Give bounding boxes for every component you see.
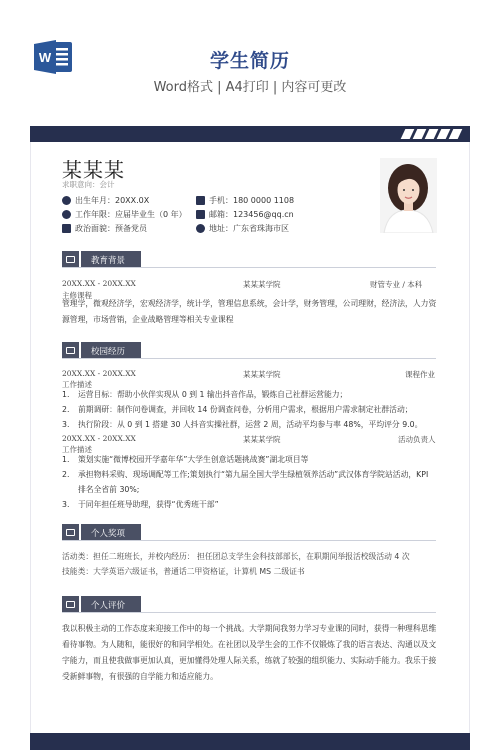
section-education-header <box>62 251 141 268</box>
job-intent: 求职意向：会计 <box>62 180 115 189</box>
info-address <box>196 223 289 234</box>
list-item: 2. 承担物料采购、现场调配等工作;策划执行“第九届全国大学生绿植领养活动”武汉体育学院站活动，KPI 排名全省前 30%; <box>62 470 429 494</box>
person-card-icon <box>62 596 79 613</box>
section-education-title: 教育背景 <box>81 251 141 268</box>
candidate-name: 某某某 <box>62 158 125 182</box>
portrait-image <box>380 158 437 233</box>
section-campus-header <box>62 342 141 359</box>
calendar-icon <box>62 196 71 205</box>
section-evaluation-header <box>62 596 141 613</box>
info-email-text: 邮箱：123456@qq.cn <box>209 210 294 219</box>
campus-entry-1-org: 某某某学院 <box>243 370 281 379</box>
id-card-icon <box>62 224 71 233</box>
person-icon <box>62 210 71 219</box>
education-courses-title: 主修课程 <box>62 291 92 300</box>
list-item: 3. 执行阶段：从 0 到 1 搭建 30 人抖音实操社群，运营 2 周，活动平均参与率 48%，平均评分 9.0。 <box>62 420 423 429</box>
section-awards-header <box>62 524 141 541</box>
campus-entry-1-desc-title: 工作描述 <box>62 380 92 389</box>
svg-text:W: W <box>38 50 52 65</box>
section-awards-title: 个人奖项 <box>81 524 141 541</box>
list-item: 1. 运营目标：帮助小伙伴实现从 0 到 1 输出抖音作品，锻炼自己社群运营能力； <box>62 390 348 399</box>
campus-entry-1-list <box>62 387 437 432</box>
section-divider <box>62 540 436 541</box>
info-birth <box>62 195 149 206</box>
section-divider <box>62 612 436 613</box>
evaluation-text: 我以积极主动的工作态度来迎接工作中的每一个挑战。大学期间我努力学习专业课的同时，获得一种理科思维看待事物。为人随和，能很好的和同学相处。在社团以及学生会的工作不仅锻炼了我的语言表达、沟通以及文字能力，而且使我做事更加认真，更加懂得处理人际关系，练就了较强的组织能力、实际动手能力。我乐于接受新鲜事物，有很强的自学能力和适应能力。 <box>62 624 437 681</box>
info-address-text: 地址：广东省珠海市区 <box>209 224 289 233</box>
promo-title: 学生简历 <box>209 50 290 72</box>
education-school: 某某某学院 <box>243 280 281 289</box>
awards-activities: 活动类：担任二班班长，并校内经历： 担任团总支学生会科技部部长，在职期间举报活校级活动 4 次 <box>62 552 410 561</box>
info-phone-text: 手机：180 0000 1108 <box>209 196 295 205</box>
campus-entry-2-period: 20XX.XX - 20XX.XX <box>62 434 136 443</box>
section-divider <box>62 267 436 268</box>
campus-entry-1-period: 20XX.XX - 20XX.XX <box>62 369 136 378</box>
resume-bottom-bar <box>30 733 470 750</box>
info-birth-text: 出生年月：20XX.0X <box>75 196 150 205</box>
info-politics-text: 政治面貌：预备党员 <box>75 224 147 233</box>
list-item: 1. 策划实施“微博校园开学嘉年华”大学生创意话题挑战赛”湖北项目等 <box>62 455 309 464</box>
list-item: 2. 前期调研：制作问卷调查，并回收 14 份调查问卷，分析用户需求，根据用户需求制定社群活动； <box>62 405 413 414</box>
list-item: 3. 于同年担任班导助理，获得“优秀班干部” <box>62 500 219 509</box>
info-phone <box>196 195 294 206</box>
trophy-icon <box>62 524 79 541</box>
section-campus-title: 校园经历 <box>81 342 141 359</box>
mail-icon <box>196 210 205 219</box>
awards-skills: 技能类：大学英语六级证书，普通话二甲资格证，计算机 MS 二级证书 <box>62 567 305 576</box>
promo-subtitle: Word格式 | A4打印 | 内容可更改 <box>153 80 347 95</box>
info-email <box>196 209 294 220</box>
campus-entry-2-list <box>62 452 437 512</box>
briefcase-icon <box>62 342 79 359</box>
campus-entry-2-org: 某某某学院 <box>243 435 281 444</box>
location-pin-icon <box>196 224 205 233</box>
info-years <box>62 209 187 220</box>
decorative-stripes <box>403 129 460 139</box>
education-period: 20XX.XX - 20XX.XX <box>62 279 136 288</box>
profile-photo <box>380 158 437 233</box>
education-courses: 管理学，微观经济学，宏观经济学，统计学，管理信息系统，会计学，财务管理，公司理财，经济法，人力资源管理，市场营销，企业战略管理等相关专业课程 <box>62 299 437 324</box>
section-divider <box>62 358 436 359</box>
info-years-text: 工作年限：应届毕业生（0 年） <box>75 210 187 219</box>
campus-entry-1-role: 课程作业 <box>405 370 435 379</box>
education-major: 财管专业 / 本科 <box>370 280 423 289</box>
campus-entry-2-desc-title: 工作描述 <box>62 445 92 454</box>
graduation-cap-icon <box>62 251 79 268</box>
section-evaluation-title: 个人评价 <box>81 596 141 613</box>
phone-icon <box>196 196 205 205</box>
info-politics <box>62 223 147 234</box>
campus-entry-2-role: 活动负责人 <box>398 435 436 444</box>
